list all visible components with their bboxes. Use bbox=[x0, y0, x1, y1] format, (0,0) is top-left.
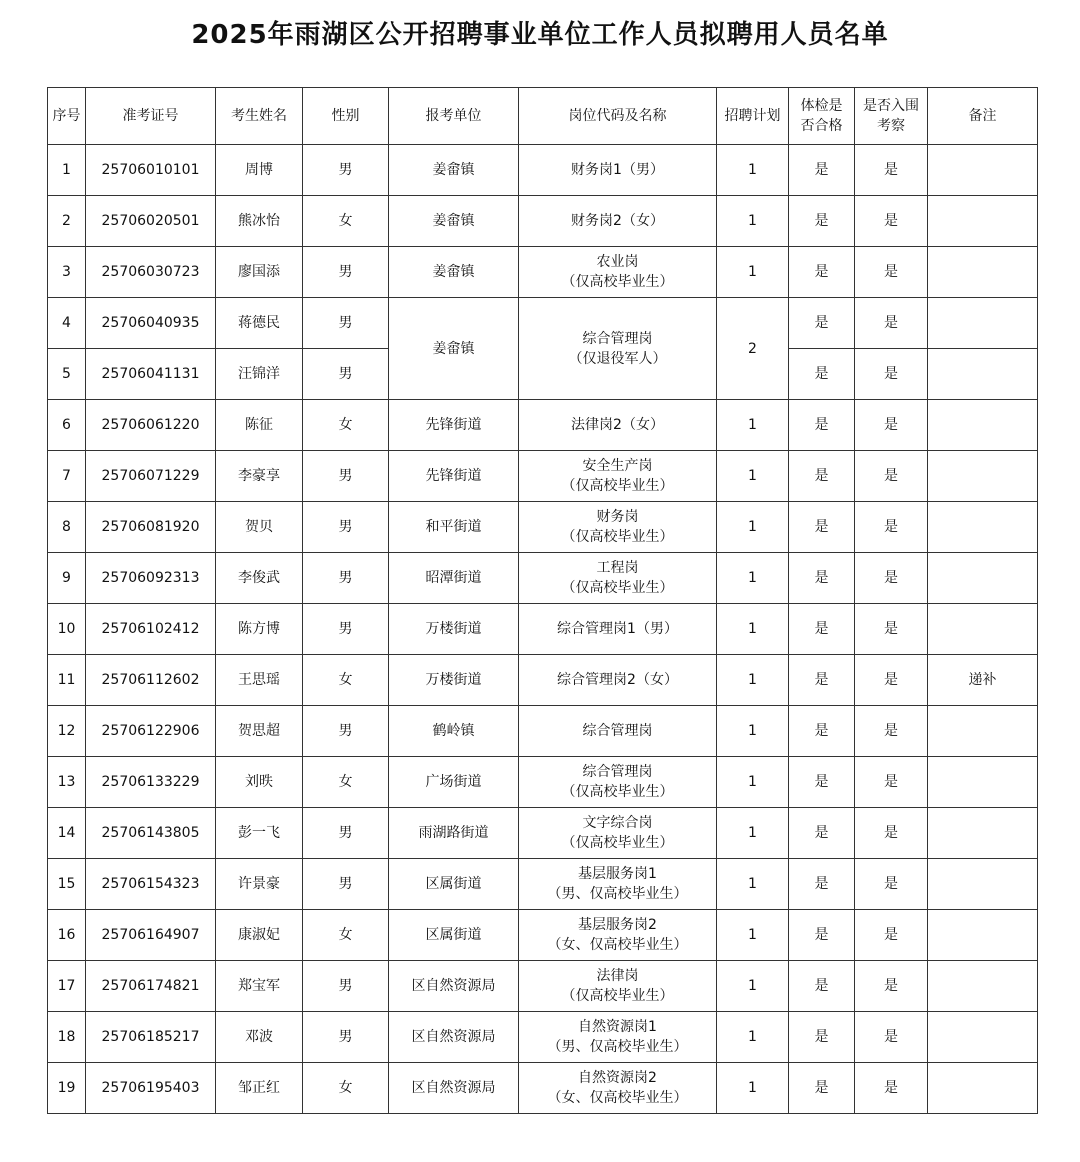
header-gender: 性别 bbox=[303, 88, 389, 145]
cell-gender: 女 bbox=[303, 196, 389, 247]
cell-no: 1 bbox=[48, 145, 86, 196]
cell-plan: 1 bbox=[717, 604, 789, 655]
cell-plan: 1 bbox=[717, 502, 789, 553]
cell-unit: 区自然资源局 bbox=[389, 961, 519, 1012]
cell-physical: 是 bbox=[789, 604, 855, 655]
cell-post: 综合管理岗1（男） bbox=[519, 604, 717, 655]
cell-post: 法律岗 （仅高校毕业生） bbox=[519, 961, 717, 1012]
cell-remark bbox=[928, 553, 1038, 604]
cell-post: 综合管理岗 bbox=[519, 706, 717, 757]
cell-shortlisted: 是 bbox=[855, 196, 928, 247]
cell-exam-id: 25706040935 bbox=[86, 298, 216, 349]
cell-plan: 1 bbox=[717, 808, 789, 859]
cell-shortlisted: 是 bbox=[855, 502, 928, 553]
table-row bbox=[48, 502, 1038, 553]
cell-exam-id: 25706112602 bbox=[86, 655, 216, 706]
cell-exam-id: 25706164907 bbox=[86, 910, 216, 961]
cell-post: 财务岗 （仅高校毕业生） bbox=[519, 502, 717, 553]
cell-exam-id: 25706122906 bbox=[86, 706, 216, 757]
cell-gender: 女 bbox=[303, 910, 389, 961]
cell-shortlisted: 是 bbox=[855, 859, 928, 910]
cell-no: 14 bbox=[48, 808, 86, 859]
cell-shortlisted: 是 bbox=[855, 247, 928, 298]
table-row bbox=[48, 451, 1038, 502]
cell-remark bbox=[928, 451, 1038, 502]
cell-unit: 和平街道 bbox=[389, 502, 519, 553]
cell-remark bbox=[928, 298, 1038, 349]
cell-physical: 是 bbox=[789, 757, 855, 808]
cell-gender: 男 bbox=[303, 145, 389, 196]
cell-name: 周博 bbox=[216, 145, 303, 196]
cell-post: 基层服务岗2 （女、仅高校毕业生） bbox=[519, 910, 717, 961]
cell-name: 李豪享 bbox=[216, 451, 303, 502]
cell-unit: 先锋街道 bbox=[389, 400, 519, 451]
cell-remark bbox=[928, 145, 1038, 196]
table-row bbox=[48, 910, 1038, 961]
header-shortlisted: 是否入围 考察 bbox=[855, 88, 928, 145]
cell-plan: 1 bbox=[717, 655, 789, 706]
cell-plan: 1 bbox=[717, 1012, 789, 1063]
cell-no: 16 bbox=[48, 910, 86, 961]
header-unit: 报考单位 bbox=[389, 88, 519, 145]
cell-no: 12 bbox=[48, 706, 86, 757]
cell-plan: 1 bbox=[717, 553, 789, 604]
cell-no: 17 bbox=[48, 961, 86, 1012]
cell-exam-id: 25706174821 bbox=[86, 961, 216, 1012]
cell-name: 贺贝 bbox=[216, 502, 303, 553]
cell-post: 基层服务岗1 （男、仅高校毕业生） bbox=[519, 859, 717, 910]
cell-remark bbox=[928, 859, 1038, 910]
cell-gender: 男 bbox=[303, 349, 389, 400]
table-row bbox=[48, 298, 1038, 349]
cell-exam-id: 25706081920 bbox=[86, 502, 216, 553]
cell-unit: 区自然资源局 bbox=[389, 1063, 519, 1114]
table-row bbox=[48, 196, 1038, 247]
cell-unit: 区自然资源局 bbox=[389, 1012, 519, 1063]
cell-unit: 昭潭街道 bbox=[389, 553, 519, 604]
cell-post: 工程岗 （仅高校毕业生） bbox=[519, 553, 717, 604]
cell-remark bbox=[928, 604, 1038, 655]
cell-name: 陈征 bbox=[216, 400, 303, 451]
cell-unit: 先锋街道 bbox=[389, 451, 519, 502]
hiring-table bbox=[47, 87, 1038, 1114]
cell-post: 农业岗 （仅高校毕业生） bbox=[519, 247, 717, 298]
cell-shortlisted: 是 bbox=[855, 349, 928, 400]
cell-remark bbox=[928, 1063, 1038, 1114]
cell-plan: 1 bbox=[717, 706, 789, 757]
cell-name: 熊冰怡 bbox=[216, 196, 303, 247]
cell-name: 陈方博 bbox=[216, 604, 303, 655]
cell-post: 财务岗1（男） bbox=[519, 145, 717, 196]
cell-remark bbox=[928, 961, 1038, 1012]
cell-exam-id: 25706143805 bbox=[86, 808, 216, 859]
cell-gender: 男 bbox=[303, 451, 389, 502]
cell-name: 邹正红 bbox=[216, 1063, 303, 1114]
cell-physical: 是 bbox=[789, 451, 855, 502]
header-remark: 备注 bbox=[928, 88, 1038, 145]
table-row bbox=[48, 706, 1038, 757]
cell-shortlisted: 是 bbox=[855, 604, 928, 655]
cell-unit: 区属街道 bbox=[389, 910, 519, 961]
cell-gender: 男 bbox=[303, 859, 389, 910]
cell-no: 15 bbox=[48, 859, 86, 910]
cell-unit: 雨湖路街道 bbox=[389, 808, 519, 859]
cell-no: 9 bbox=[48, 553, 86, 604]
table-row bbox=[48, 655, 1038, 706]
cell-exam-id: 25706154323 bbox=[86, 859, 216, 910]
cell-post: 综合管理岗2（女） bbox=[519, 655, 717, 706]
cell-remark bbox=[928, 247, 1038, 298]
cell-no: 11 bbox=[48, 655, 86, 706]
cell-plan: 1 bbox=[717, 757, 789, 808]
cell-gender: 男 bbox=[303, 298, 389, 349]
cell-remark bbox=[928, 706, 1038, 757]
cell-physical: 是 bbox=[789, 145, 855, 196]
cell-unit: 万楼街道 bbox=[389, 655, 519, 706]
cell-name: 蒋德民 bbox=[216, 298, 303, 349]
cell-shortlisted: 是 bbox=[855, 655, 928, 706]
cell-physical: 是 bbox=[789, 910, 855, 961]
cell-unit: 万楼街道 bbox=[389, 604, 519, 655]
cell-no: 7 bbox=[48, 451, 86, 502]
cell-gender: 男 bbox=[303, 553, 389, 604]
header-plan: 招聘计划 bbox=[717, 88, 789, 145]
cell-post: 综合管理岗 （仅退役军人） bbox=[519, 298, 717, 400]
cell-gender: 女 bbox=[303, 400, 389, 451]
cell-name: 许景豪 bbox=[216, 859, 303, 910]
cell-name: 汪锦洋 bbox=[216, 349, 303, 400]
cell-gender: 男 bbox=[303, 604, 389, 655]
cell-name: 郑宝军 bbox=[216, 961, 303, 1012]
header-post: 岗位代码及名称 bbox=[519, 88, 717, 145]
cell-exam-id: 25706133229 bbox=[86, 757, 216, 808]
table-row bbox=[48, 859, 1038, 910]
cell-no: 8 bbox=[48, 502, 86, 553]
cell-physical: 是 bbox=[789, 655, 855, 706]
cell-unit: 鹤岭镇 bbox=[389, 706, 519, 757]
cell-name: 邓波 bbox=[216, 1012, 303, 1063]
cell-unit: 姜畲镇 bbox=[389, 298, 519, 400]
cell-shortlisted: 是 bbox=[855, 553, 928, 604]
cell-exam-id: 25706102412 bbox=[86, 604, 216, 655]
cell-shortlisted: 是 bbox=[855, 451, 928, 502]
cell-physical: 是 bbox=[789, 502, 855, 553]
cell-name: 康淑妃 bbox=[216, 910, 303, 961]
cell-remark bbox=[928, 400, 1038, 451]
cell-shortlisted: 是 bbox=[855, 145, 928, 196]
cell-unit: 广场街道 bbox=[389, 757, 519, 808]
cell-no: 10 bbox=[48, 604, 86, 655]
cell-remark: 递补 bbox=[928, 655, 1038, 706]
cell-physical: 是 bbox=[789, 706, 855, 757]
cell-gender: 男 bbox=[303, 706, 389, 757]
table-row bbox=[48, 247, 1038, 298]
cell-no: 19 bbox=[48, 1063, 86, 1114]
cell-exam-id: 25706061220 bbox=[86, 400, 216, 451]
cell-plan: 2 bbox=[717, 298, 789, 400]
cell-shortlisted: 是 bbox=[855, 757, 928, 808]
cell-plan: 1 bbox=[717, 247, 789, 298]
header-no: 序号 bbox=[48, 88, 86, 145]
cell-no: 18 bbox=[48, 1012, 86, 1063]
table-row bbox=[48, 604, 1038, 655]
table-row bbox=[48, 808, 1038, 859]
cell-gender: 男 bbox=[303, 961, 389, 1012]
cell-plan: 1 bbox=[717, 145, 789, 196]
cell-post: 综合管理岗 （仅高校毕业生） bbox=[519, 757, 717, 808]
cell-plan: 1 bbox=[717, 196, 789, 247]
cell-remark bbox=[928, 808, 1038, 859]
cell-shortlisted: 是 bbox=[855, 808, 928, 859]
cell-name: 王思瑶 bbox=[216, 655, 303, 706]
cell-post: 财务岗2（女） bbox=[519, 196, 717, 247]
cell-gender: 女 bbox=[303, 655, 389, 706]
table-row bbox=[48, 1012, 1038, 1063]
cell-shortlisted: 是 bbox=[855, 400, 928, 451]
cell-shortlisted: 是 bbox=[855, 1063, 928, 1114]
cell-remark bbox=[928, 1012, 1038, 1063]
cell-plan: 1 bbox=[717, 961, 789, 1012]
cell-plan: 1 bbox=[717, 451, 789, 502]
header-row bbox=[48, 88, 1038, 145]
cell-remark bbox=[928, 349, 1038, 400]
header-name: 考生姓名 bbox=[216, 88, 303, 145]
cell-shortlisted: 是 bbox=[855, 961, 928, 1012]
table-row bbox=[48, 757, 1038, 808]
cell-name: 李俊武 bbox=[216, 553, 303, 604]
cell-gender: 男 bbox=[303, 247, 389, 298]
cell-physical: 是 bbox=[789, 808, 855, 859]
cell-no: 3 bbox=[48, 247, 86, 298]
cell-physical: 是 bbox=[789, 298, 855, 349]
cell-physical: 是 bbox=[789, 1063, 855, 1114]
cell-gender: 女 bbox=[303, 1063, 389, 1114]
table-row bbox=[48, 553, 1038, 604]
cell-no: 4 bbox=[48, 298, 86, 349]
cell-physical: 是 bbox=[789, 400, 855, 451]
cell-post: 文字综合岗 （仅高校毕业生） bbox=[519, 808, 717, 859]
cell-exam-id: 25706185217 bbox=[86, 1012, 216, 1063]
cell-no: 6 bbox=[48, 400, 86, 451]
cell-exam-id: 25706041131 bbox=[86, 349, 216, 400]
cell-post: 安全生产岗 （仅高校毕业生） bbox=[519, 451, 717, 502]
cell-gender: 男 bbox=[303, 808, 389, 859]
cell-exam-id: 25706071229 bbox=[86, 451, 216, 502]
cell-physical: 是 bbox=[789, 859, 855, 910]
cell-physical: 是 bbox=[789, 1012, 855, 1063]
cell-post: 自然资源岗1 （男、仅高校毕业生） bbox=[519, 1012, 717, 1063]
cell-physical: 是 bbox=[789, 349, 855, 400]
cell-no: 2 bbox=[48, 196, 86, 247]
cell-exam-id: 25706010101 bbox=[86, 145, 216, 196]
table-row bbox=[48, 400, 1038, 451]
cell-name: 彭一飞 bbox=[216, 808, 303, 859]
table-row bbox=[48, 961, 1038, 1012]
cell-physical: 是 bbox=[789, 961, 855, 1012]
cell-shortlisted: 是 bbox=[855, 298, 928, 349]
cell-plan: 1 bbox=[717, 910, 789, 961]
cell-exam-id: 25706092313 bbox=[86, 553, 216, 604]
cell-no: 5 bbox=[48, 349, 86, 400]
cell-exam-id: 25706030723 bbox=[86, 247, 216, 298]
header-exam-id: 准考证号 bbox=[86, 88, 216, 145]
cell-physical: 是 bbox=[789, 247, 855, 298]
cell-name: 贺思超 bbox=[216, 706, 303, 757]
cell-unit: 姜畲镇 bbox=[389, 196, 519, 247]
cell-post: 自然资源岗2 （女、仅高校毕业生） bbox=[519, 1063, 717, 1114]
cell-plan: 1 bbox=[717, 859, 789, 910]
table-row bbox=[48, 145, 1038, 196]
cell-shortlisted: 是 bbox=[855, 706, 928, 757]
cell-gender: 男 bbox=[303, 1012, 389, 1063]
cell-shortlisted: 是 bbox=[855, 1012, 928, 1063]
table-row bbox=[48, 1063, 1038, 1114]
cell-physical: 是 bbox=[789, 196, 855, 247]
cell-name: 刘昳 bbox=[216, 757, 303, 808]
page-title: 2025年雨湖区公开招聘事业单位工作人员拟聘用人员名单 bbox=[191, 20, 889, 50]
cell-gender: 男 bbox=[303, 502, 389, 553]
cell-shortlisted: 是 bbox=[855, 910, 928, 961]
cell-unit: 区属街道 bbox=[389, 859, 519, 910]
cell-gender: 女 bbox=[303, 757, 389, 808]
header-physical: 体检是 否合格 bbox=[789, 88, 855, 145]
cell-unit: 姜畲镇 bbox=[389, 145, 519, 196]
cell-physical: 是 bbox=[789, 553, 855, 604]
cell-unit: 姜畲镇 bbox=[389, 247, 519, 298]
cell-plan: 1 bbox=[717, 1063, 789, 1114]
cell-plan: 1 bbox=[717, 400, 789, 451]
cell-post: 法律岗2（女） bbox=[519, 400, 717, 451]
cell-remark bbox=[928, 910, 1038, 961]
cell-remark bbox=[928, 196, 1038, 247]
cell-name: 廖国添 bbox=[216, 247, 303, 298]
cell-remark bbox=[928, 757, 1038, 808]
cell-exam-id: 25706020501 bbox=[86, 196, 216, 247]
cell-exam-id: 25706195403 bbox=[86, 1063, 216, 1114]
cell-remark bbox=[928, 502, 1038, 553]
cell-no: 13 bbox=[48, 757, 86, 808]
